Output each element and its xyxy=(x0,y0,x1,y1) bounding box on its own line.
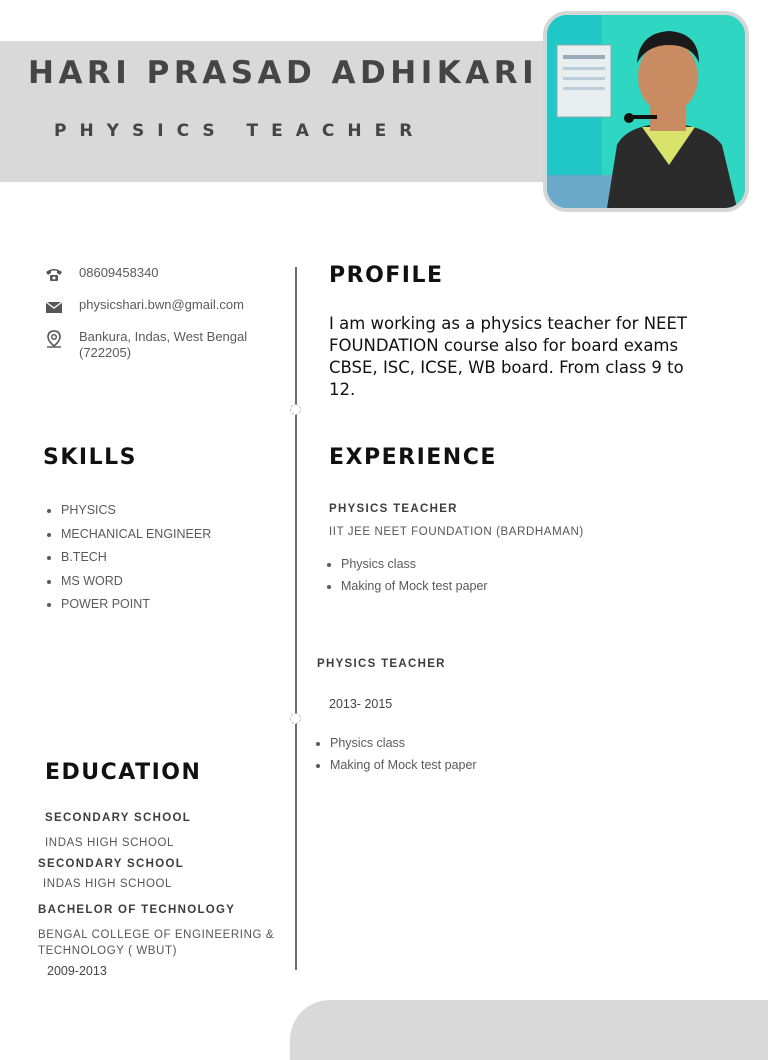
job-dates: 2013- 2015 xyxy=(329,697,393,711)
job-title: PHYSICS TEACHER xyxy=(329,503,458,515)
skill-item: • PHYSICS xyxy=(61,499,211,523)
education-school: BENGAL COLLEGE OF ENGINEERING & TECHNOLOGY ( WBUT) xyxy=(38,929,275,957)
profile-heading: PROFILE xyxy=(329,263,444,288)
job-duties-list xyxy=(313,732,477,776)
candidate-name: HARI PRASAD ADHIKARI xyxy=(28,55,539,91)
job-duty: • Making of Mock test paper xyxy=(330,754,477,776)
location-pin-icon xyxy=(44,329,64,349)
candidate-role: PHYSICS TEACHER xyxy=(54,121,426,141)
skill-item: • MS WORD xyxy=(61,570,211,594)
timeline-divider xyxy=(295,267,297,970)
email-address: physicshari.bwn@gmail.com xyxy=(79,297,244,312)
job-duties-list xyxy=(324,553,488,597)
contact-address xyxy=(44,329,249,361)
job-duty: • Making of Mock test paper xyxy=(341,575,488,597)
job-duty: • Physics class xyxy=(341,553,488,575)
timeline-node xyxy=(290,713,301,724)
timeline-node xyxy=(290,404,301,415)
skill-item: • MECHANICAL ENGINEER xyxy=(61,523,211,547)
contact-phone xyxy=(44,265,249,285)
job-organization: IIT JEE NEET FOUNDATION (BARDHAMAN) xyxy=(329,526,584,538)
profile-summary: I am working as a physics teacher for NEET FOUNDATION course also for board exams CBSE, ISC, ICSE, WB board. From class 9 to 12. xyxy=(329,314,687,399)
education-degree: SECONDARY SCHOOL xyxy=(38,858,185,870)
skills-heading: SKILLS xyxy=(43,445,137,470)
education-heading: EDUCATION xyxy=(45,760,202,785)
profile-photo xyxy=(543,11,749,212)
job-duty: • Physics class xyxy=(330,732,477,754)
experience-heading: EXPERIENCE xyxy=(329,445,497,470)
postal-address: Bankura, Indas, West Bengal (722205) xyxy=(79,329,248,360)
education-dates: 2009-2013 xyxy=(47,964,107,978)
education-degree: SECONDARY SCHOOL xyxy=(45,812,192,824)
skill-item: • B.TECH xyxy=(61,546,211,570)
footer-shape xyxy=(290,1000,768,1060)
phone-icon xyxy=(44,265,64,285)
contact-email xyxy=(44,297,249,317)
education-school: INDAS HIGH SCHOOL xyxy=(45,837,175,849)
skills-list xyxy=(44,499,211,617)
skill-item: • POWER POINT xyxy=(61,593,211,617)
education-school: INDAS HIGH SCHOOL xyxy=(43,878,173,890)
education-degree: BACHELOR OF TECHNOLOGY xyxy=(38,904,236,916)
job-title: PHYSICS TEACHER xyxy=(317,658,446,670)
phone-number: 08609458340 xyxy=(79,265,159,280)
email-icon xyxy=(44,297,64,317)
